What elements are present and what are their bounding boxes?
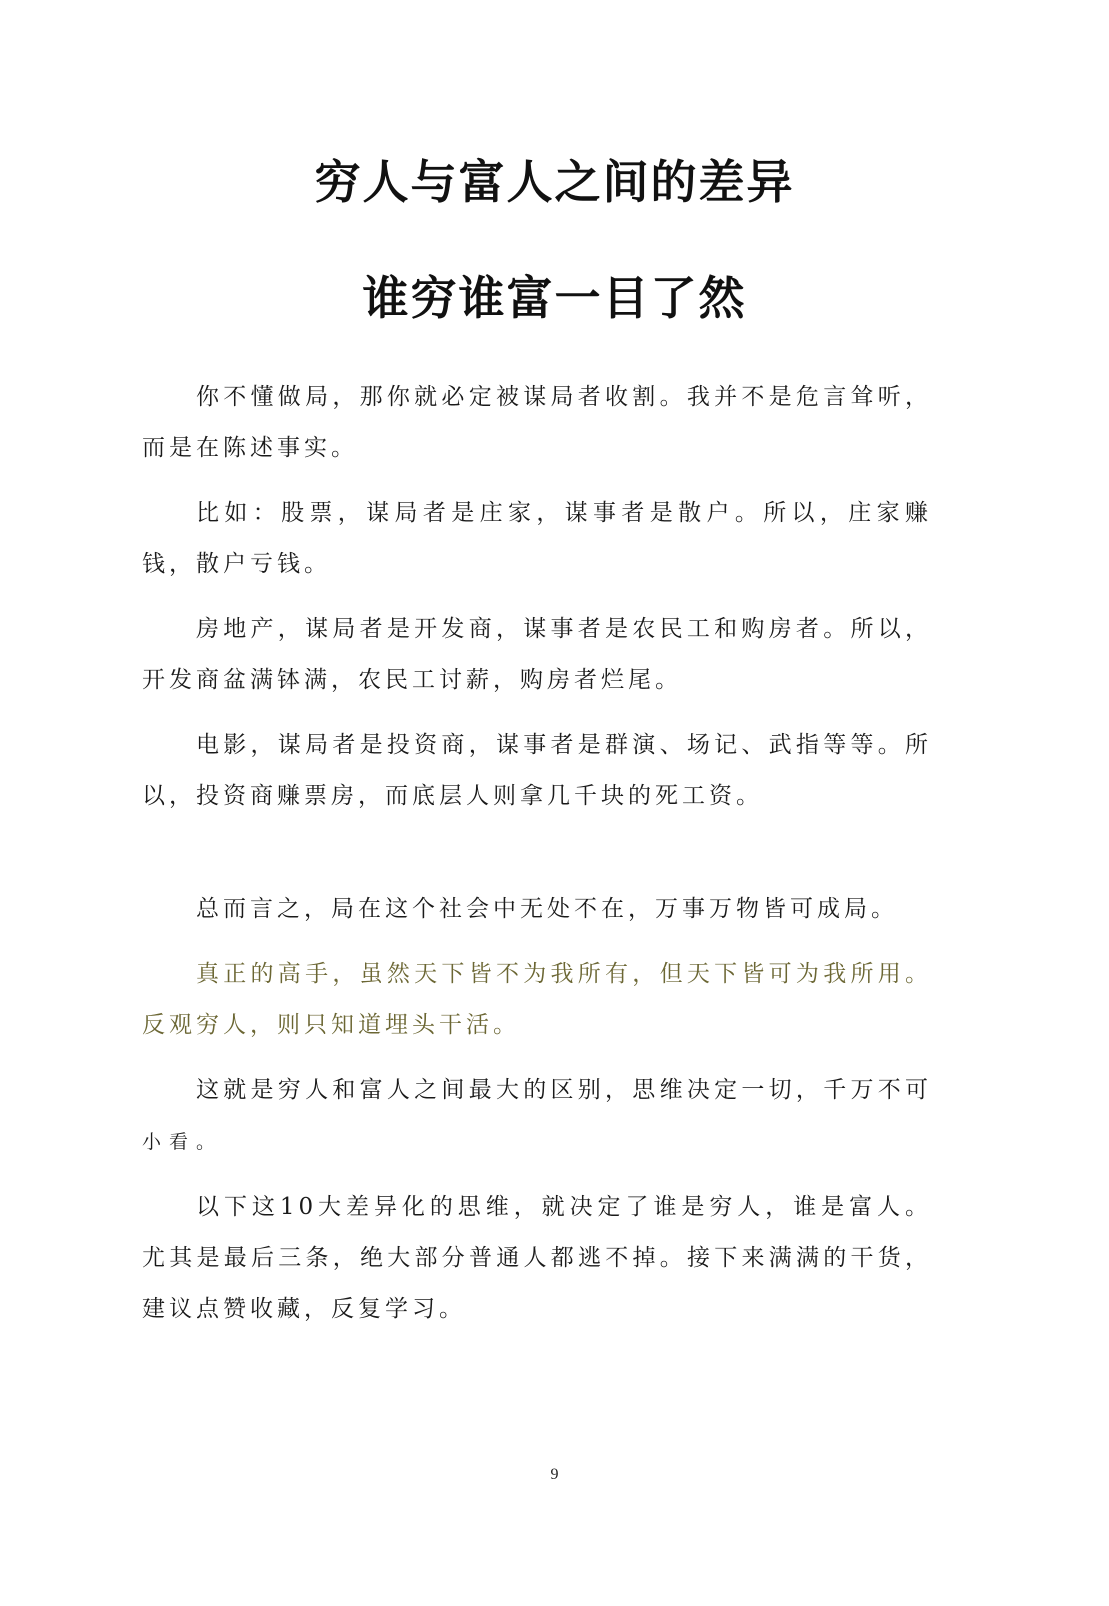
article-body — [142, 372, 932, 1349]
paragraph-stocks: 比如：股票，谋局者是庄家，谋事者是散户。所以，庄家赚钱，散户亏钱。 — [142, 500, 932, 577]
page-title: 穷人与富人之间的差异 — [314, 155, 795, 209]
paragraph-ten-differences: 以下这10大差异化的思维，就决定了谁是穷人，谁是富人。尤其是最后三条，绝大部分普通人都逃不掉。接下来满满的干货，建议点赞收藏，反复学习。 — [142, 1194, 932, 1322]
paragraph-film: 电影，谋局者是投资商，谋事者是群演、场记、武指等等。所以，投资商赚票房，而底层人则拿几千块的死工资。 — [142, 732, 932, 809]
paragraph-difference — [142, 1065, 932, 1168]
paragraph-difference-main: 这就是穷人和富人之间最大的区别，思维决定一切，千万不可 — [196, 1077, 932, 1103]
paragraph-difference-tail: 小看。 — [142, 1131, 224, 1153]
paragraph-masters: 真正的高手，虽然天下皆不为我所有，但天下皆可为我所用。反观穷人，则只知道埋头干活。 — [142, 961, 932, 1038]
paragraph-real-estate: 房地产，谋局者是开发商，谋事者是农民工和购房者。所以，开发商盆满钵满，农民工讨薪，购房者烂尾。 — [142, 616, 932, 693]
page-number: 9 — [550, 1466, 559, 1483]
page-subtitle: 谁穷谁富一目了然 — [362, 271, 747, 325]
paragraph-summary: 总而言之，局在这个社会中无处不在，万事万物皆可成局。 — [196, 896, 898, 922]
paragraph-intro: 你不懂做局，那你就必定被谋局者收割。我并不是危言耸听，而是在陈述事实。 — [142, 384, 932, 461]
